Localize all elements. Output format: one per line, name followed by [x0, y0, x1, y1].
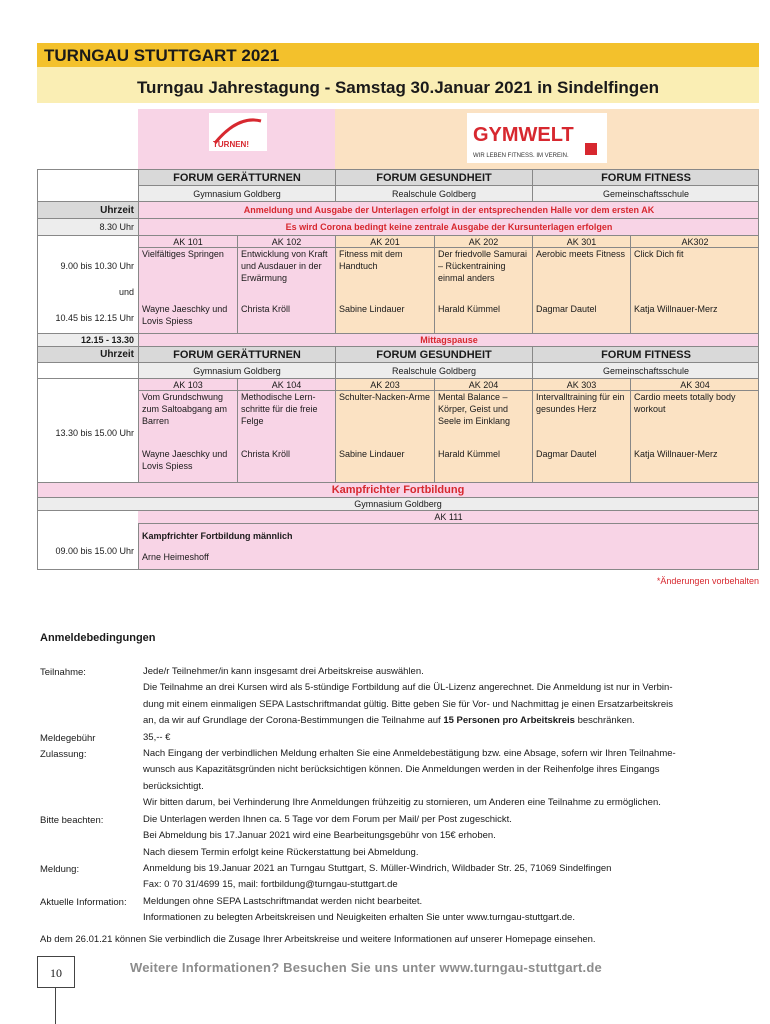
kampfrichter-course: Kampfrichter Fortbildung männlich [142, 531, 293, 541]
page-number-line [55, 988, 56, 1024]
ak-102-code: AK 102 [237, 235, 335, 247]
conditions-title: Anmeldebedingungen [40, 632, 156, 644]
ak-204-code: AK 204 [434, 378, 532, 390]
meldung-line-1: Anmeldung bis 19.Januar 2021 an Turngau Stuttgart, S. Müller-Windrich, Wildbader Str. 25, 71069 Sindelfingen [143, 863, 612, 874]
afternoon-time-cell [37, 378, 138, 482]
gymwelt-logo-text: GYMWELT [473, 124, 574, 146]
ak-103-lead: Wayne Jaeschky und Lovis Spiess [138, 448, 237, 482]
kampfrichter-time-cell [37, 510, 138, 570]
ak-104-code: AK 104 [237, 378, 335, 390]
kampfrichter-venue: Gymnasium Goldberg [37, 497, 759, 510]
ak-102-title: Entwicklung von Kraft und Ausdauer in der Erwärmung [237, 247, 335, 303]
mittagspause: Mittagspause [138, 333, 759, 346]
ak-302-lead: Katja Willnauer-Merz [630, 303, 759, 335]
ak-201-lead: Sabine Lindauer [335, 303, 434, 335]
teilnahme-line-4-bold: 15 Personen pro Arbeitskreis [443, 715, 575, 727]
morning-time-cell [37, 235, 138, 335]
ak-204-title: Mental Balance – Körper, Geist und Seele im Einklang [434, 390, 532, 448]
beachten-line-1: Die Unterlagen werden Ihnen ca. 5 Tage vor dem Forum per Mail/ per Post zugeschickt. [143, 814, 512, 825]
aktuelle-text [143, 894, 743, 927]
teilnahme-line-4 [143, 713, 743, 729]
kampfrichter-time: 09.00 bis 15.00 Uhr [55, 546, 134, 556]
morning-und: und [118, 287, 134, 297]
afternoon-time: 13.30 bis 15.00 Uhr [55, 428, 134, 438]
venue-fitness-2: Gemeinschaftsschule [532, 362, 759, 378]
corner-cell [37, 169, 138, 201]
ak-203-code: AK 203 [335, 378, 434, 390]
ak-303-code: AK 303 [532, 378, 630, 390]
changes-note: *Änderungen vorbehalten [656, 576, 759, 586]
ak-103-title: Vom Grundschwung zum Saltoabgang am Barren [138, 390, 237, 448]
ak-302-code: AK302 [630, 235, 759, 247]
ak-304-title: Cardio meets totally body workout [630, 390, 759, 448]
anmeldung-notice: Anmeldung und Ausgabe der Unterlagen erfolgt in der entsprechenden Halle vor dem ersten AK [138, 201, 759, 218]
aktuelle-line-1: Meldungen ohne SEPA Lastschriftmandat werden nicht bearbeitet. [143, 896, 423, 907]
forum-header-gesundheit: FORUM GESUNDHEIT [335, 169, 532, 185]
morning-time-1: 9.00 bis 10.30 Uhr [60, 261, 134, 271]
zulassung-line-3: berücksichtigt. [143, 780, 204, 792]
time-830: 8.30 Uhr [37, 218, 138, 235]
meldung-text [143, 861, 743, 894]
venue-geraetturnen-2: Gymnasium Goldberg [138, 362, 335, 378]
ak-104-title: Methodische Lern-schritte für die freie Felge [237, 390, 335, 448]
ak-304-lead: Katja Willnauer-Merz [630, 448, 759, 482]
ak-301-title: Aerobic meets Fitness [532, 247, 630, 303]
ak-203-title: Schulter-Nacken-Arme [335, 390, 434, 448]
teilnahme-line-1: Jede/r Teilnehmer/in kann insgesamt drei Arbeitskreise auswählen. [143, 666, 424, 677]
logo-cell-turnen [138, 109, 335, 169]
uhrzeit-label-2: Uhrzeit [37, 346, 138, 362]
forum-header-gesundheit-2: FORUM GESUNDHEIT [335, 346, 532, 362]
ak-301-lead: Dagmar Dautel [532, 303, 630, 335]
gebuehr-label: Meldegebühr [40, 733, 96, 744]
header-title: TURNGAU STUTTGART 2021 [44, 46, 280, 65]
pause-time: 12.15 - 13.30 [37, 333, 138, 346]
zulassung-line-1: Nach Eingang der verbindlichen Meldung erhalten Sie eine Anmeldebestätigung bzw. eine Absage, sofern wir Ihren Teilnahme- [143, 748, 676, 759]
venue-fitness: Gemeinschaftsschule [532, 185, 759, 201]
teilnahme-line-2: Die Teilnahme an drei Kursen wird als 5-stündige Fortbildung auf die ÜL-Lizenz angerechnet. Die Anmeldung ist nur in Verbin- [143, 682, 673, 694]
gymwelt-logo-tagline: WIR LEBEN FITNESS. IM VEREIN. [473, 153, 569, 159]
teilnahme-line-4-pre: an, da wir auf Grundlage der Corona-Bestimmungen die Teilnahme auf [143, 715, 444, 727]
ak-303-lead: Dagmar Dautel [532, 448, 630, 482]
footer-text: Weitere Informationen? Besuchen Sie uns unter www.turngau-stuttgart.de [130, 960, 602, 975]
forum-header-geraetturnen-2: FORUM GERÄTTURNEN [138, 346, 335, 362]
zulassung-line-2: wunsch aus Kapazitätsgründen nicht berücksichtigen können. Die Anmeldungen werden in der Reihenfolge ihres Eingangs [143, 764, 660, 776]
afternoon-venue-spacer [37, 362, 138, 378]
ak-202-code: AK 202 [434, 235, 532, 247]
ak-104-lead: Christa Kröll [237, 448, 335, 482]
turnen-logo-text: TURNEN! [213, 140, 249, 149]
ak-201-code: AK 201 [335, 235, 434, 247]
venue-gesundheit: Realschule Goldberg [335, 185, 532, 201]
kampfrichter-title: Kampfrichter Fortbildung [37, 482, 759, 497]
venue-geraetturnen: Gymnasium Goldberg [138, 185, 335, 201]
schedule-table [37, 109, 759, 570]
beachten-label: Bitte beachten: [40, 815, 104, 826]
forum-header-fitness: FORUM FITNESS [532, 169, 759, 185]
ak-103-code: AK 103 [138, 378, 237, 390]
teilnahme-line-4-post: beschränken. [574, 715, 635, 727]
kampfrichter-code: AK 111 [138, 510, 759, 523]
page-number: 10 [37, 956, 75, 988]
ak-204-lead: Harald Kümmel [434, 448, 532, 482]
ak-101-title: Vielfältiges Springen [138, 247, 237, 303]
ak-301-code: AK 301 [532, 235, 630, 247]
zulassung-line-4: Wir bitten darum, bei Verhinderung Ihre Anmeldungen frühzeitig zu stornieren, um Anderen eine Teilnahme zu ermöglichen. [143, 797, 661, 809]
ak-201-title: Fitness mit dem Handtuch [335, 247, 434, 303]
header-subtitle: Turngau Jahrestagung - Samstag 30.Januar 2021 in Sindelfingen [136, 78, 660, 97]
ak-302-title: Click Dich fit [630, 247, 759, 303]
logo-cell-gymwelt [335, 109, 759, 169]
beachten-text [143, 812, 743, 861]
zulassung-label: Zulassung: [40, 749, 87, 760]
teilnahme-line-3: dung mit einem einmaligen SEPA Lastschriftmandat gültig. Bitte geben Sie für Vor- und Nachmittag je einen Ersatzarbeitskreis [143, 698, 673, 710]
ak-303-title: Intervalltraining für ein gesundes Herz [532, 390, 630, 448]
ak-101-lead: Wayne Jaeschky und Lovis Spiess [138, 303, 237, 335]
meldung-label: Meldung: [40, 864, 80, 875]
aktuelle-line-2: Informationen zu belegten Arbeitskreisen und Neuigkeiten erhalten Sie unter www.turngau-stuttgart.de. [143, 912, 575, 924]
gebuehr-value: 35,-- € [143, 732, 171, 743]
meldung-line-2: Fax: 0 70 31/4699 15, mail: fortbildung@turngau-stuttgart.de [143, 879, 398, 891]
gymwelt-logo-icon [467, 113, 607, 163]
forum-header-geraetturnen: FORUM GERÄTTURNEN [138, 169, 335, 185]
ak-202-lead: Harald Kümmel [434, 303, 532, 335]
uhrzeit-label: Uhrzeit [37, 201, 138, 218]
kampfrichter-lead: Arne Heimeshoff [142, 552, 209, 562]
beachten-line-2: Bei Abmeldung bis 17.Januar 2021 wird eine Bearbeitungsgebühr von 15€ erhoben. [143, 830, 496, 842]
ak-203-lead: Sabine Lindauer [335, 448, 434, 482]
final-info: Ab dem 26.01.21 können Sie verbindlich die Zusage Ihrer Arbeitskreise und weitere Informationen auf unserer Homepage einsehen. [40, 934, 596, 945]
turnen-logo-icon [209, 113, 267, 151]
ak-202-title: Der friedvolle Samurai – Rückentraining einmal anders [434, 247, 532, 303]
header-banner [37, 43, 759, 103]
zulassung-text [143, 746, 743, 812]
teilnahme-text [143, 664, 743, 730]
ak-102-lead: Christa Kröll [237, 303, 335, 335]
ak-304-code: AK 304 [630, 378, 759, 390]
morning-time-2: 10.45 bis 12.15 Uhr [55, 313, 134, 323]
venue-gesundheit-2: Realschule Goldberg [335, 362, 532, 378]
beachten-line-3: Nach diesem Termin erfolgt keine Rückerstattung bei Abmeldung. [143, 846, 419, 858]
aktuelle-label: Aktuelle Information: [40, 897, 127, 908]
forum-header-fitness-2: FORUM FITNESS [532, 346, 759, 362]
ak-101-code: AK 101 [138, 235, 237, 247]
corona-notice: Es wird Corona bedingt keine zentrale Ausgabe der Kursunterlagen erfolgen [138, 218, 759, 235]
teilnahme-label: Teilnahme: [40, 667, 86, 678]
kampfrichter-course-cell [138, 523, 759, 570]
